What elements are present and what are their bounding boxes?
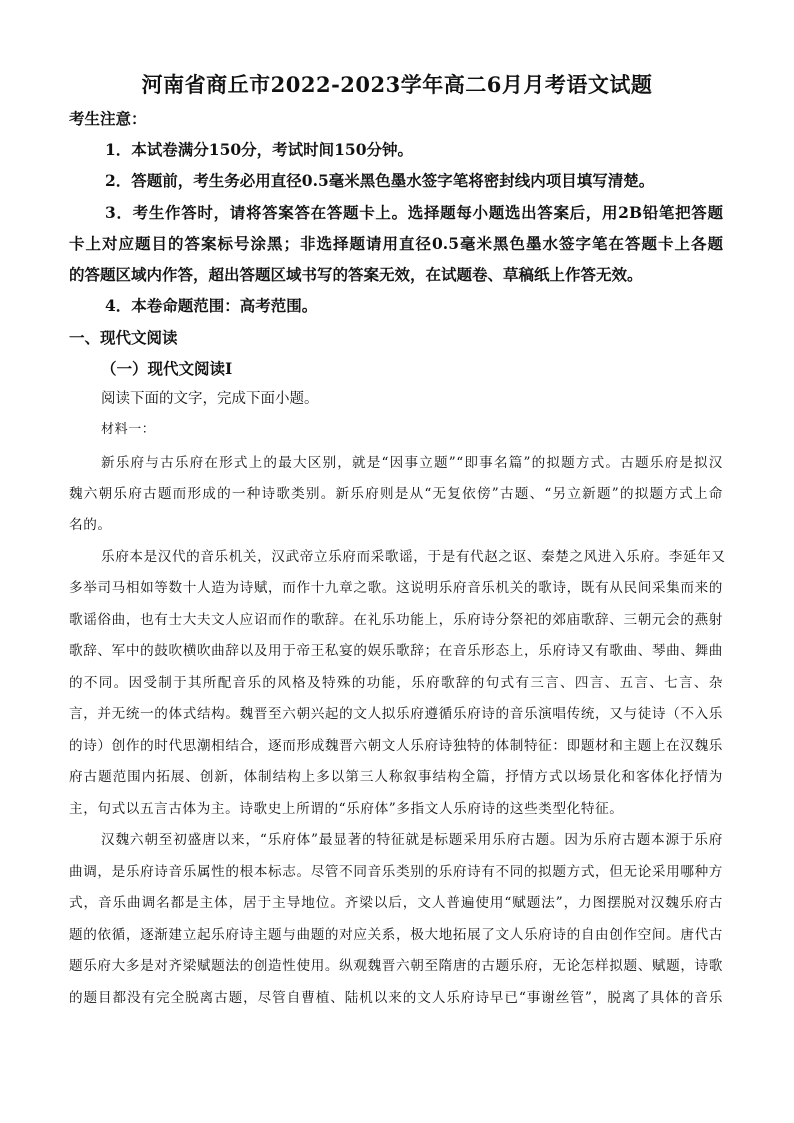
passage-line: 多举司马相如等数十人造为诗赋，而作十九章之歌。这说明乐府音乐机关的歌诗，既有从民间采集而来的: [69, 580, 723, 596]
material-label: 材料一：: [101, 422, 156, 437]
passage-line: 乐府本是汉代的音乐机关，汉武帝立乐府而采歌谣，于是有代赵之讴、秦楚之风进入乐府。李延年又: [101, 549, 726, 565]
reading-instruction: 阅读下面的文字，完成下面小题。: [101, 391, 319, 407]
notice-heading: 考生注意：: [69, 109, 147, 128]
passage-line: 题乐府大多是对齐梁赋题法的创造性使用。纵观魏晋六朝至隋唐的古题乐府，无论怎样拟题、赋题，诗歌: [69, 958, 723, 974]
passage-line: 的不同。因受制于其所配音乐的风格及特殊的功能，乐府歌辞的句式有三言、四言、五言、七言、杂: [69, 675, 723, 691]
passage-line: 歌谣俗曲，也有士大夫文人应诏而作的歌辞。在礼乐功能上，乐府诗分祭祀的郊庙歌辞、三朝元会的燕射: [69, 612, 723, 628]
page-title: 河南省商丘市2022-2023学年高二6月月考语文试题: [141, 72, 653, 97]
notice-item-4: 4．本卷命题范围：高考范围。: [105, 296, 318, 315]
notice-item-3-cont-2: 的答题区域内作答，超出答题区域书写的答案无效，在试题卷、草稿纸上作答无效。: [69, 265, 643, 284]
notice-item-3-cont-1: 卡上对应题目的答案标号涂黑；非选择题请用直径0.5毫米黑色墨水签字笔在答题卡上各题: [69, 234, 723, 253]
passage-line: 式，音乐曲调名都是主体，居于主导地位。齐梁以后，文人普遍使用“赋题法”，力图摆脱对汉魏乐府古: [69, 895, 723, 911]
passage-line: 曲调，是乐府诗音乐属性的根本标志。尽管不同音乐类别的乐府诗有不同的拟题方式，但无论采用哪种方: [69, 864, 723, 880]
passage-line: 歌辞、军中的鼓吹横吹曲辞以及用于帝王私宴的娱乐歌辞；在音乐形态上，乐府诗又有歌曲、琴曲、舞曲: [69, 643, 723, 659]
passage-line: 魏六朝乐府古题而形成的一种诗歌类别。新乐府则是从“无复依傍”古题、“另立新题”的拟题方式上命: [69, 486, 723, 502]
passage-line: 名的。: [69, 517, 112, 533]
section-heading: 一、现代文阅读: [69, 328, 178, 347]
passage-line: 府古题范围内拓展、创新，体制结构上多以第三人称叙事结构全篇，抒情方式以场景化和客体化抒情为: [69, 769, 723, 785]
notice-item-1: 1．本试卷满分150分，考试时间150分钟。: [105, 140, 413, 159]
passage-line: 题的依循，逐渐建立起乐府诗主题与曲题的对应关系，极大地拓展了文人乐府诗的自由创作空间。唐代古: [69, 927, 723, 943]
passage-line: 新乐府与古乐府在形式上的最大区别，就是“因事立题”“即事名篇”的拟题方式。古题乐府是拟汉: [101, 455, 723, 471]
section-subheading: （一）现代文阅读Ⅰ: [101, 359, 233, 378]
passage-line: 主，句式以五言古体为主。诗歌史上所谓的“乐府体”多指文人乐府诗的这些类型化特征。: [69, 801, 624, 817]
passage-line: 的题目都没有完全脱离古题，尽管自曹植、陆机以来的文人乐府诗早已“事谢丝管”，脱离了具体的音乐: [69, 990, 723, 1006]
passage-line: 言，并无统一的体式结构。魏晋至六朝兴起的文人拟乐府遵循乐府诗的音乐演唱传统，又与徒诗（不入乐: [69, 706, 723, 722]
notice-item-3: 3．考生作答时，请将答案答在答题卡上。选择题每小题选出答案后，用2B铅笔把答题: [105, 203, 723, 222]
notice-item-2: 2．答题前，考生务必用直径0.5毫米黑色墨水签字笔将密封线内项目填写清楚。: [105, 171, 655, 190]
passage-line: 汉魏六朝至初盛唐以来，“乐府体”最显著的特征就是标题采用乐府古题。因为乐府古题本源于乐府: [101, 832, 723, 848]
passage-line: 的诗）创作的时代思潮相结合，逐而形成魏晋六朝文人乐府诗独特的体制特征：即题材和主题上在汉魏乐: [69, 738, 723, 754]
